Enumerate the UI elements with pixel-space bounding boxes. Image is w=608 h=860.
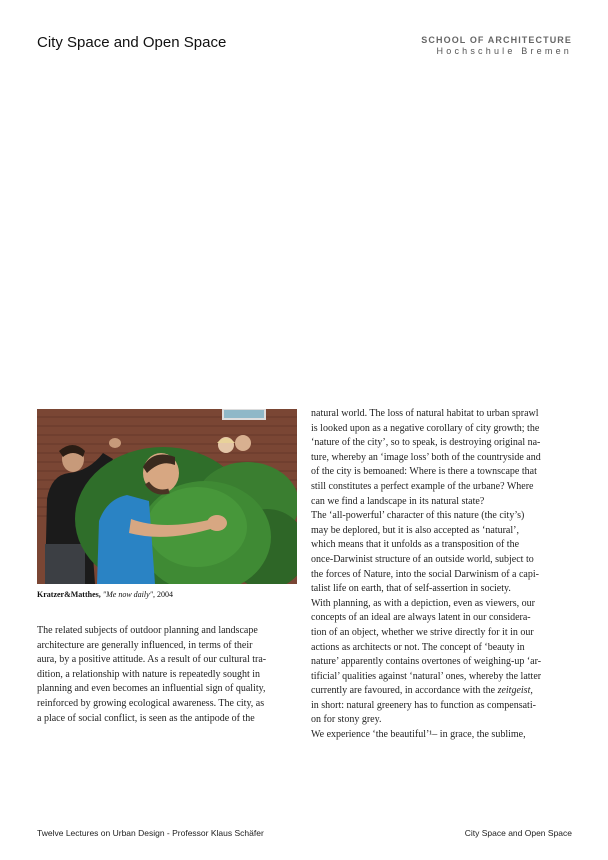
text-line: talist life on earth, that of self-assertion in society. bbox=[311, 583, 511, 595]
text-line: ture, whereby an ‘image loss’ both of the countryside and bbox=[311, 451, 541, 463]
text-line: ‘nature of the city’, so to speak, is destroying original na- bbox=[311, 437, 541, 449]
text-line: tion of an object, whether we strive directly for it in our bbox=[311, 626, 534, 638]
text-line: The ‘all-powerful’ character of this nature (the city’s) bbox=[311, 510, 525, 522]
text-fragment: , bbox=[530, 685, 533, 697]
footer-chapter-title: City Space and Open Space bbox=[464, 828, 572, 838]
caption-work-title: "Me now daily" bbox=[102, 590, 154, 599]
footer-lecture-series: Twelve Lectures on Urban Design - Professor Klaus Schäfer bbox=[37, 828, 264, 838]
text-line: a place of social conflict, is seen as the antipode of the bbox=[37, 712, 255, 724]
text-line: architecture are generally influenced, in terms of their bbox=[37, 639, 253, 651]
text-line: reinforced by growing ecological awareness. The city, as bbox=[37, 697, 265, 709]
school-header bbox=[421, 35, 572, 57]
text-line: concepts of an ideal are always latent in our considera- bbox=[311, 612, 531, 624]
text-line: once-Darwinist structure of an outside world, subject to bbox=[311, 553, 534, 565]
body-text-left-column bbox=[37, 624, 299, 726]
text-line: of the city is bemoaned: Where is there a townscape that bbox=[311, 466, 537, 478]
text-line: the forces of Nature, into the social Darwinism of a capi- bbox=[311, 568, 539, 580]
text-line: With planning, as with a depiction, even as viewers, our bbox=[311, 597, 535, 609]
zeitgeist-term: zeitgeist bbox=[497, 685, 531, 697]
text-line: tificial’ qualities against ‘natural’ ones, whereby the latter bbox=[311, 670, 542, 682]
text-line: aura, by a positive attitude. As a result of our cultural tra- bbox=[37, 654, 267, 666]
page-title: City Space and Open Space bbox=[37, 34, 227, 51]
text-line: actions as architects or not. The concept of ‘beauty in bbox=[311, 641, 525, 653]
text-line: which means that it unfolds as a transposition of the bbox=[311, 539, 520, 551]
text-line: in short: natural greenery has to function as compensati- bbox=[311, 699, 536, 711]
text-line: natural world. The loss of natural habitat to urban sprawl bbox=[311, 408, 539, 419]
artwork-photo bbox=[37, 409, 297, 584]
text-line: planning and even becomes an influential sign of quality, bbox=[37, 683, 266, 695]
school-name: SCHOOL OF ARCHITECTURE bbox=[421, 35, 572, 45]
caption-year: , 2004 bbox=[153, 590, 174, 599]
text-line: on for stony grey. bbox=[311, 714, 382, 726]
text-line: still constitutes a perfect example of the urbane? Where bbox=[311, 480, 534, 492]
text-line: is looked upon as a negative corollary of city growth; the bbox=[311, 422, 540, 434]
text-line: We experience ‘the beautiful’¹– in grace, the sublime, bbox=[311, 729, 526, 741]
text-line: The related subjects of outdoor planning and landscape bbox=[37, 625, 258, 636]
text-line: nature’ apparently contains overtones of weighing-up ‘ar- bbox=[311, 656, 542, 668]
text-line: may be deplored, but it is also accepted as ‘natural’, bbox=[311, 524, 519, 536]
text-line: dition, a relationship with nature is repeatedly sought in bbox=[37, 668, 261, 680]
text-line bbox=[311, 684, 573, 699]
text-fragment: currently are favoured, in accordance with the bbox=[311, 685, 498, 697]
caption-credit: Kratzer&Matthes, bbox=[37, 590, 101, 599]
university-name: Hochschule Bremen bbox=[436, 46, 572, 56]
text-line: can we find a landscape in its natural state? bbox=[311, 495, 485, 507]
body-text-right-column bbox=[311, 407, 573, 743]
figure-caption bbox=[37, 590, 297, 599]
